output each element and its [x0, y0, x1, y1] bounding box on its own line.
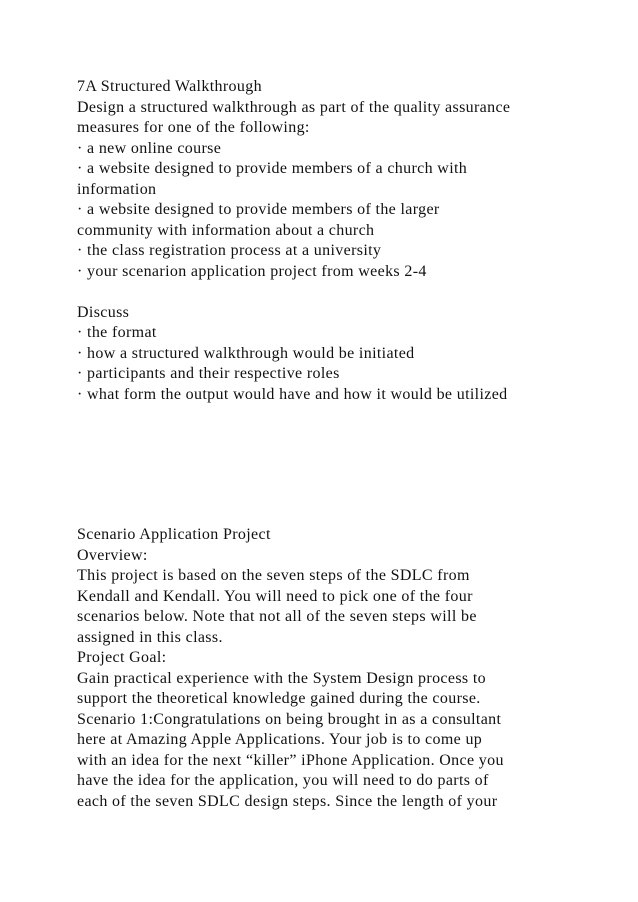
- discuss-item: · what form the output would have and how it would be utilized: [77, 385, 508, 403]
- scenario-project-section: [77, 525, 504, 812]
- option-item: · your scenarion application project from weeks 2-4: [77, 262, 427, 280]
- option-item: · the class registration process at a university: [77, 242, 382, 259]
- option-item: information: [77, 180, 157, 198]
- discuss-item: · how a structured walkthrough would be initiated: [77, 344, 415, 362]
- section-title: Scenario Application Project: [77, 526, 271, 543]
- overview-line: This project is based on the seven steps of the SDLC from: [77, 567, 470, 584]
- scenario-line: each of the seven SDLC design steps. Since the length of your: [77, 792, 498, 810]
- goal-heading: Project Goal:: [77, 649, 167, 666]
- goal-line: Gain practical experience with the System Design process to: [77, 669, 486, 687]
- walkthrough-section: [77, 77, 510, 405]
- discuss-item: · participants and their respective roles: [77, 365, 340, 382]
- intro-line: measures for one of the following:: [77, 119, 310, 136]
- overview-line: assigned in this class.: [77, 628, 223, 646]
- discuss-heading: Discuss: [77, 303, 130, 321]
- option-item: · a new online course: [77, 139, 222, 157]
- intro-line: Design a structured walkthrough as part of the quality assurance: [77, 98, 511, 116]
- discuss-item: · the format: [77, 324, 157, 341]
- overview-heading: Overview:: [77, 546, 148, 564]
- scenario-line: have the idea for the application, you will need to do parts of: [77, 772, 489, 789]
- option-item: community with information about a church: [77, 221, 375, 239]
- option-item: · a website designed to provide members of the larger: [77, 201, 440, 218]
- section-title: 7A Structured Walkthrough: [77, 78, 262, 95]
- blank-line: [77, 282, 510, 303]
- overview-line: scenarios below. Note that not all of the seven steps will be: [77, 608, 477, 625]
- scenario-line: with an idea for the next “killer” iPhone Application. Once you: [77, 751, 504, 769]
- scenario-line: Scenario 1:Congratulations on being brought in as a consultant: [77, 710, 502, 728]
- scenario-line: here at Amazing Apple Applications. Your job is to come up: [77, 731, 483, 748]
- goal-line: support the theoretical knowledge gained during the course.: [77, 690, 481, 707]
- option-item: · a website designed to provide members of a church with: [77, 160, 468, 177]
- overview-line: Kendall and Kendall. You will need to pick one of the four: [77, 587, 473, 605]
